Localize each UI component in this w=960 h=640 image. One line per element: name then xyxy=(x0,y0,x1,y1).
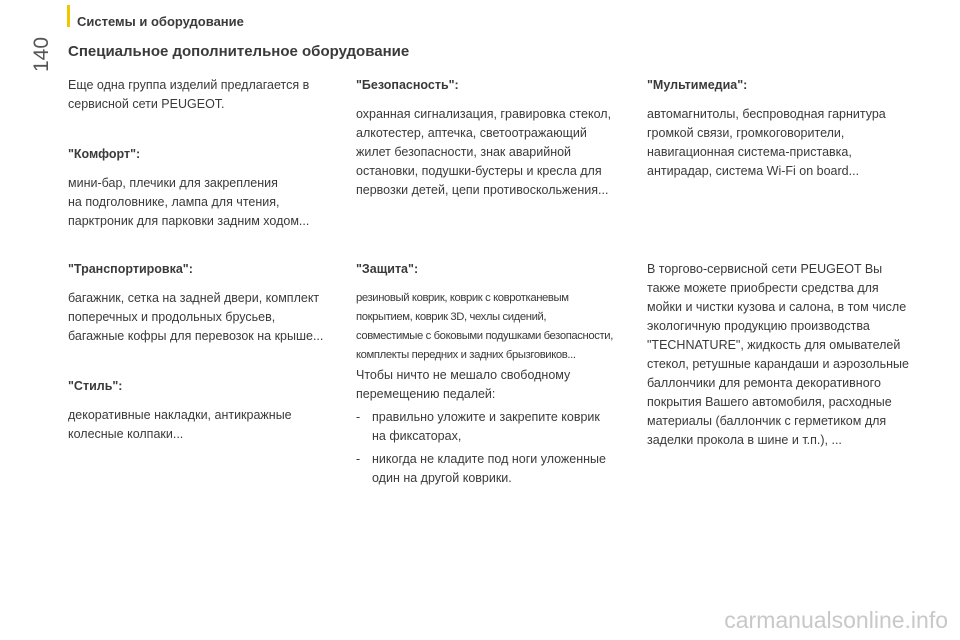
text-line: навигационная система-приставка, xyxy=(647,145,852,159)
text-line: никогда не кладите под ноги уложенные xyxy=(372,452,606,466)
text-line: стекол, ретушные карандаши и аэрозольные xyxy=(647,357,909,371)
style-heading: "Стиль": xyxy=(68,379,123,393)
text-line: охранная сигнализация, гравировка стекол, xyxy=(356,107,612,121)
text-line: первозки детей, цепи противоскольжения... xyxy=(356,183,609,197)
page-number: 140 xyxy=(30,36,53,72)
comfort-section xyxy=(68,145,309,231)
text-line: правильно уложите и закрепите коврик xyxy=(372,410,600,424)
dealer-paragraph xyxy=(647,260,909,450)
text-line: парктроник для парковки задним ходом... xyxy=(68,214,310,228)
text-line: мойки и чистки кузова и салона, в том числе xyxy=(647,300,907,314)
multimedia-heading: "Мультимедиа": xyxy=(647,78,748,92)
protection-heading: "Защита": xyxy=(356,262,419,276)
text-line: совместимые с боковыми подушками безопасности, xyxy=(356,330,613,342)
text-line: покрытия Вашего автомобиля, расходные xyxy=(647,395,892,409)
text-line: жилет безопасности, знак аварийной xyxy=(356,145,572,159)
style-section xyxy=(68,377,292,444)
page-title: Специальное дополнительное оборудование xyxy=(68,43,410,60)
text-line: сервисной сети PEUGEOT. xyxy=(68,97,225,111)
list-item xyxy=(356,408,606,446)
multimedia-section xyxy=(647,76,886,181)
text-line: материалы (баллончик с герметиком для xyxy=(647,414,887,428)
text-line: багажные кофры для перевозок на крыше... xyxy=(68,329,324,343)
text-line: резиновый коврик, коврик с ковротканевым xyxy=(356,292,569,304)
list-dash: - xyxy=(356,410,361,424)
text-line: поперечных и продольных брусьев, xyxy=(68,310,276,324)
text-line: колесные колпаки... xyxy=(68,427,184,441)
text-line: мини-бар, плечики для закрепления xyxy=(68,176,278,190)
text-line: перемещению педалей: xyxy=(356,387,496,401)
transport-section xyxy=(68,260,323,346)
watermark: carmanualsonline.info xyxy=(724,607,948,633)
text-line: один на другой коврики. xyxy=(372,471,512,485)
text-line: автомагнитолы, беспроводная гарнитура xyxy=(647,107,886,121)
list-dash: - xyxy=(356,452,361,466)
text-line: багажник, сетка на задней двери, комплект xyxy=(68,291,320,305)
text-line: экологичную продукцию производства xyxy=(647,319,870,333)
section-accent-bar xyxy=(67,5,70,27)
protection-section xyxy=(356,260,613,365)
comfort-heading: "Комфорт": xyxy=(68,147,141,161)
text-line: антирадар, система Wi-Fi on board... xyxy=(647,164,860,178)
text-line: покрытием, коврик 3D, чехлы сидений, xyxy=(356,311,547,323)
section-title: Системы и оборудование xyxy=(77,14,244,29)
text-line: Чтобы ничто не мешало свободному xyxy=(356,368,571,382)
text-line: В торгово-сервисной сети PEUGEOT Вы xyxy=(647,262,883,276)
text-line: громкой связи, громкоговорители, xyxy=(647,126,845,140)
text-line: остановки, подушки-бустеры и кресла для xyxy=(356,164,602,178)
pedals-note xyxy=(356,366,606,488)
list-item xyxy=(356,450,606,488)
text-line: комплекты передних и задних брызговиков... xyxy=(356,349,576,361)
text-line: на фиксаторах, xyxy=(372,429,462,443)
intro-paragraph xyxy=(68,76,309,114)
text-line: на подголовнике, лампа для чтения, xyxy=(68,195,280,209)
text-line: "TECHNATURE", жидкость для омывателей xyxy=(647,338,901,352)
text-line: также можете приобрести средства для xyxy=(647,281,879,295)
text-line: заделки прокола в шине и т.п.), ... xyxy=(647,433,842,447)
safety-heading: "Безопасность": xyxy=(356,78,459,92)
text-line: баллончики для ремонта декоративного xyxy=(647,376,881,390)
text-line: декоративные накладки, антикражные xyxy=(68,408,292,422)
text-line: Еще одна группа изделий предлагается в xyxy=(68,78,310,92)
safety-section xyxy=(356,76,611,200)
transport-heading: "Транспортировка": xyxy=(68,262,193,276)
text-line: алкотестер, аптечка, светоотражающий xyxy=(356,126,587,140)
pedals-list xyxy=(356,408,606,488)
